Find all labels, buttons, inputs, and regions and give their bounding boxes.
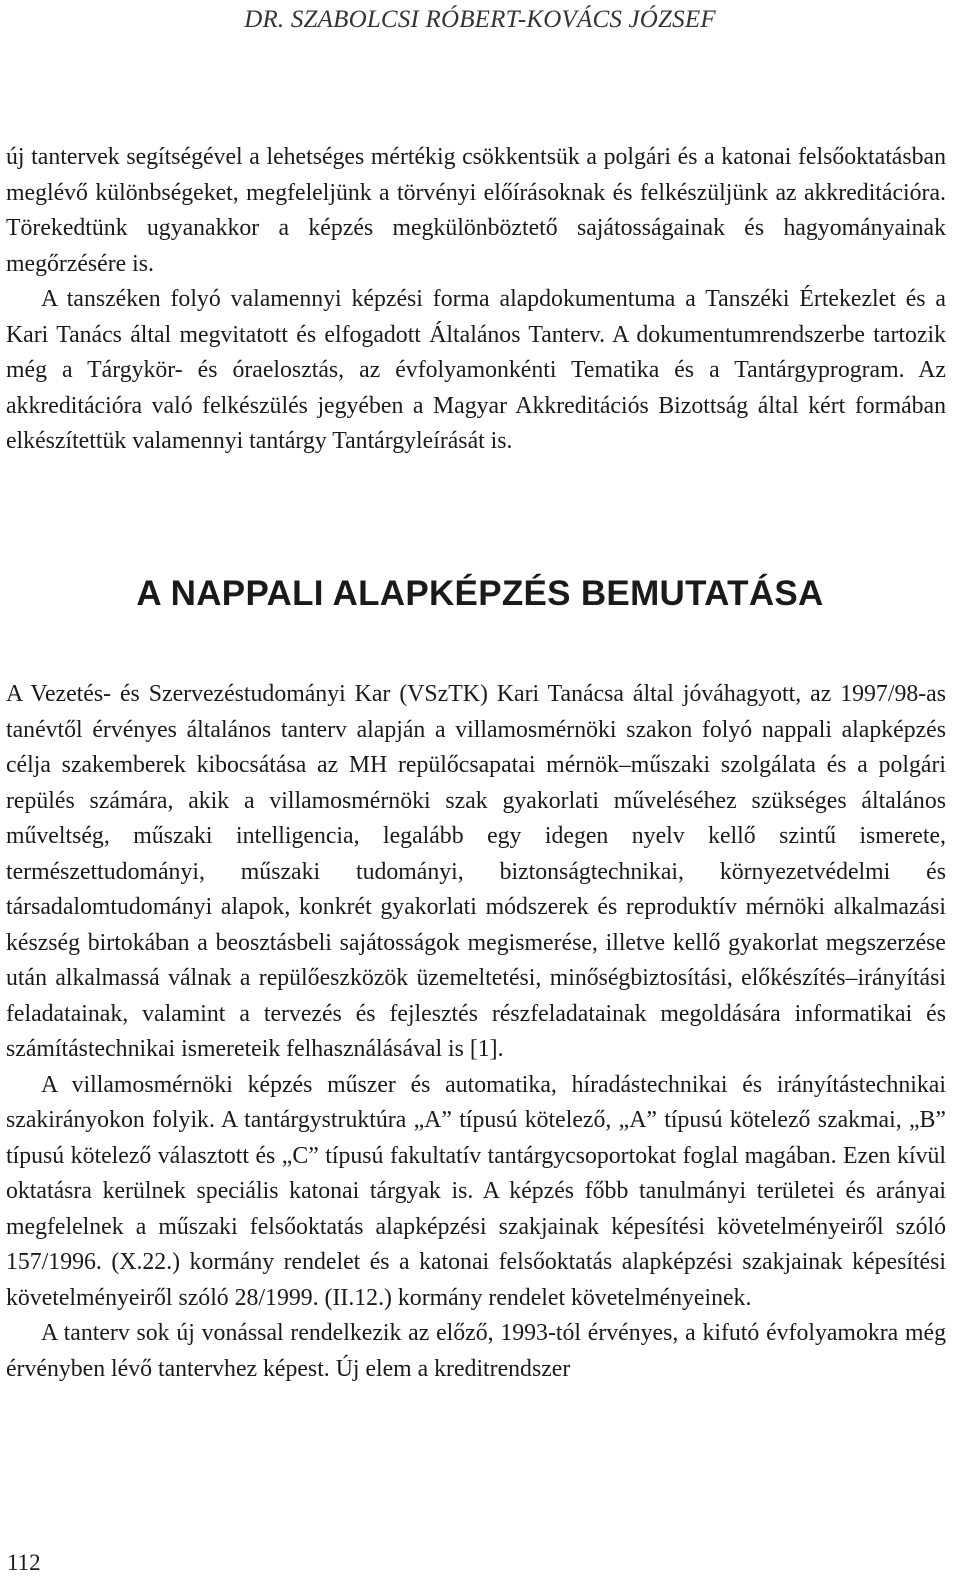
running-head: DR. SZABOLCSI RÓBERT-KOVÁCS JÓZSEF: [244, 6, 716, 33]
page-number: 112: [7, 1550, 41, 1575]
section-text-block: [6, 677, 946, 1387]
intro-paragraph-1: új tantervek segítségével a lehetséges mértékig csökkentsük a polgári és a katonai felsőoktatásban meglévő különbségeket, megfeleljünk a törvényi előírásoknak és felkészüljünk az akkreditációra. Törekedtünk ugyanakkor a képzés megkülönböztető sajátosságainak és hagyományainak megőrzésére is.: [6, 144, 946, 277]
section-paragraph-1: A Vezetés- és Szervezéstudományi Kar (VSzTK) Kari Tanácsa által jóváhagyott, az 1997/98-as tanévtől érvényes általános tanterv alapján a villamosmérnöki szakon folyó nappali alapképzés célja szakemberek kibocsátása az MH repülőcsapatai mérnök–műszaki szolgálata és a polgári repülés számára, akik a villamosmérnöki szak gyakorlati műveléséhez szükséges általános műveltség, műszaki intelligencia, legalább egy idegen nyelv kellő szintű ismerete, természettudományi, műszaki tudományi, biztonságtechnikai, környezetvédelmi és társadalomtudományi alapok, konkrét gyakorlati módszerek és reproduktív mérnöki alkalmazási készség birtokában a beosztásbeli sajátosságok megismerése, illetve kellő gyakorlat megszerzése után alkalmassá válnak a repülőeszközök üzemeltetési, minőségbiztosítási, előkészítés–irányítási feladatainak, valamint a tervezés és fejlesztés részfeladatainak megoldására informatikai és számítástechnikai ismereteik felhasználásával is [1].: [6, 681, 946, 1062]
intro-text-block: [6, 140, 946, 460]
section-heading: A NAPPALI ALAPKÉPZÉS BEMUTATÁSA: [136, 574, 824, 613]
intro-paragraph-2: A tanszéken folyó valamennyi képzési forma alapdokumentuma a Tanszéki Értekezlet és a Kari Tanács által megvitatott és elfogadott Általános Tanterv. A dokumentumrendszerbe tartozik még a Tárgykör- és óraelosztás, az évfolyamonkénti Tematika és a Tantárgyprogram. Az akkreditációra való felkészülés jegyében a Magyar Akkreditációs Bizottság által kért formában elkészítettük valamennyi tantárgy Tantárgyleírását is.: [6, 286, 946, 454]
section-paragraph-2: A villamosmérnöki képzés műszer és automatika, híradástechnikai és irányítástechnikai szakirányokon folyik. A tantárgystruktúra „A” típusú kötelező, „A” típusú kötelező szakmai, „B” típusú kötelező választott és „C” típusú fakultatív tantárgycsoportokat foglal magában. Ezen kívül oktatásra kerülnek speciális katonai tárgyak is. A képzés főbb tanulmányi területei és arányai megfelelnek a műszaki felsőoktatás alapképzési szakjainak képesítési követelményeiről szóló 157/1996. (X.22.) kormány rendelet és a katonai felsőoktatás alapképzési szakjainak képesítési követelményeiről szóló 28/1999. (II.12.) kormány rendelet követelményeinek.: [6, 1071, 946, 1311]
section-paragraph-3: A tanterv sok új vonással rendelkezik az előző, 1993-tól érvényes, a kifutó évfolyamokra még érvényben lévő tantervhez képest. Új elem a kreditrendszer: [6, 1320, 946, 1382]
